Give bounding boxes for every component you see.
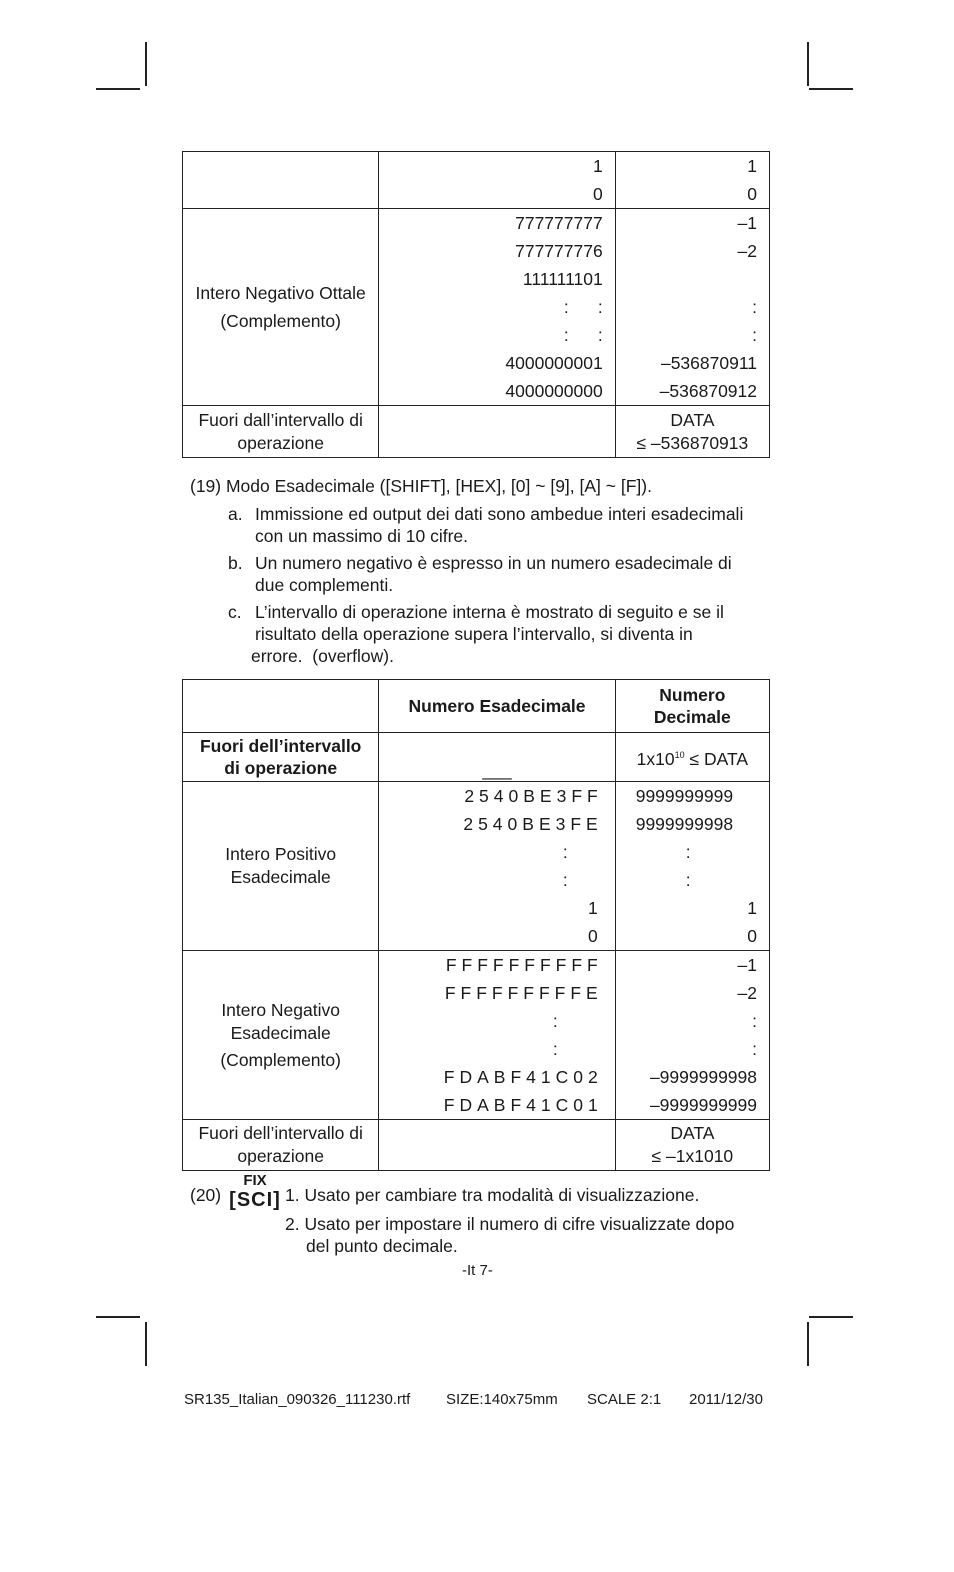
list-item bbox=[228, 601, 773, 667]
label-line: di operazione bbox=[224, 758, 338, 778]
section-19-heading: (19) Modo Esadecimale ([SHIFT], [HEX], [0] ~ [9], [A] ~ [F]). bbox=[190, 476, 652, 496]
footer-size: SIZE:140x75mm bbox=[446, 1391, 558, 1408]
label-line: operazione bbox=[237, 432, 324, 453]
hex-value: 2540BE3FF bbox=[464, 786, 603, 806]
decimal-value: 9999999998 bbox=[635, 814, 734, 834]
label-line: Fuori dell’intervallo di bbox=[198, 1123, 363, 1143]
exponent: 10 bbox=[674, 749, 685, 760]
item-line: due complementi. bbox=[255, 575, 394, 595]
decimal-value: –536870911 bbox=[660, 353, 757, 373]
label-line: Intero Negativo Ottale bbox=[195, 283, 366, 303]
decimal-value bbox=[616, 265, 757, 293]
decimal-value: ≤ –1x1010 bbox=[651, 1146, 734, 1166]
label-line: Esadecimale bbox=[230, 867, 331, 887]
decimal-value: –9999999999 bbox=[649, 1095, 757, 1115]
hex-value: FDABF41C01 bbox=[443, 1095, 603, 1115]
hex-value: FDABF41C02 bbox=[443, 1067, 603, 1087]
label-line: Intero Negativo bbox=[221, 999, 340, 1020]
decimal-value: : bbox=[752, 297, 757, 317]
row-label bbox=[183, 782, 379, 951]
table-row bbox=[183, 209, 770, 406]
row-label bbox=[183, 1120, 379, 1171]
row-label bbox=[183, 209, 379, 406]
table-row bbox=[183, 951, 770, 1120]
hex-value: FFFFFFFFFF bbox=[445, 955, 603, 975]
table-row bbox=[183, 152, 770, 209]
item-line: errore. (overflow). bbox=[251, 646, 394, 666]
label-line: Fuori dell’intervallo bbox=[199, 736, 362, 756]
decimal-value: DATA bbox=[670, 409, 715, 430]
row-label bbox=[183, 951, 379, 1120]
label-line: Esadecimale bbox=[230, 1022, 331, 1043]
hex-cell bbox=[379, 733, 615, 782]
section-20-number: (20) bbox=[190, 1185, 222, 1205]
column-header-hex: Numero Esadecimale bbox=[379, 680, 615, 733]
decimal-cell bbox=[615, 152, 769, 209]
label-line: Fuori dall’intervallo di bbox=[198, 409, 363, 430]
decimal-value: ≤ –536870913 bbox=[636, 432, 749, 453]
column-header-decimal bbox=[615, 680, 769, 733]
hex-value: FFFFFFFFFE bbox=[444, 983, 603, 1003]
item-line: con un massimo di 10 cifre. bbox=[255, 526, 469, 546]
decimal-value: –9999999998 bbox=[649, 1067, 757, 1087]
decimal-value: ≤ DATA bbox=[684, 748, 749, 769]
footer-scale: SCALE 2:1 bbox=[587, 1391, 662, 1408]
dash-line: ___ bbox=[482, 760, 512, 780]
octal-value: 4000000000 bbox=[505, 381, 603, 401]
decimal-cell bbox=[615, 782, 769, 951]
item-key: b. bbox=[228, 553, 243, 573]
label-line: Intero Positivo bbox=[225, 844, 337, 864]
decimal-cell bbox=[615, 406, 769, 458]
empty-cell bbox=[379, 406, 615, 458]
octal-value: 777777776 bbox=[515, 241, 603, 261]
item-key: a. bbox=[228, 504, 243, 524]
key-top-label: FIX bbox=[243, 1172, 267, 1189]
decimal-cell bbox=[615, 733, 769, 782]
decimal-value: –1 bbox=[737, 955, 757, 975]
decimal-value: 0 bbox=[747, 926, 757, 946]
crop-mark-top-left-h bbox=[96, 88, 140, 90]
header-line: Decimale bbox=[653, 707, 731, 727]
section-20-item-1: 1. Usato per cambiare tra modalità di visualizzazione. bbox=[285, 1185, 700, 1205]
hex-value: : bbox=[552, 1011, 563, 1031]
octal-value: 4000000001 bbox=[505, 353, 603, 373]
octal-value: : : bbox=[563, 325, 603, 345]
decimal-cell bbox=[615, 1120, 769, 1171]
table-row bbox=[183, 1120, 770, 1171]
label-line: (Complemento) bbox=[220, 311, 341, 331]
footer-date: 2011/12/30 bbox=[689, 1391, 763, 1408]
label-line: operazione bbox=[237, 1146, 324, 1166]
hex-value: 0 bbox=[587, 926, 603, 946]
decimal-cell bbox=[615, 209, 769, 406]
footer-file: SR135_Italian_090326_111230.rtf bbox=[184, 1391, 411, 1408]
decimal-value: 1 bbox=[747, 898, 757, 918]
octal-value: 111111101 bbox=[522, 269, 603, 289]
decimal-value: : bbox=[752, 1011, 757, 1031]
octal-range-table bbox=[182, 151, 770, 458]
key-bottom-label: [SCI] bbox=[229, 1189, 281, 1211]
table-row bbox=[183, 733, 770, 782]
hex-range-table bbox=[182, 679, 770, 1171]
crop-mark-bottom-left-v bbox=[145, 1322, 147, 1366]
table-row bbox=[183, 680, 770, 733]
crop-mark-top-left-v bbox=[145, 42, 147, 86]
crop-mark-top-right-h bbox=[809, 88, 853, 90]
decimal-cell bbox=[615, 951, 769, 1120]
decimal-value: –2 bbox=[737, 241, 757, 261]
header-line: Numero bbox=[659, 685, 726, 705]
hex-value: : bbox=[552, 1039, 563, 1059]
decimal-value: : bbox=[752, 325, 757, 345]
list-item bbox=[228, 552, 773, 596]
row-label bbox=[183, 406, 379, 458]
label-line: (Complemento) bbox=[220, 1049, 341, 1070]
hex-cell bbox=[379, 951, 615, 1120]
decimal-value: : bbox=[685, 842, 691, 862]
decimal-value: –536870912 bbox=[659, 381, 757, 401]
decimal-value: DATA bbox=[670, 1123, 715, 1143]
empty-cell bbox=[183, 680, 379, 733]
item-line: Immissione ed output dei dati sono ambedue interi esadecimali bbox=[255, 504, 744, 524]
decimal-value: 1 bbox=[747, 156, 757, 176]
octal-value: 777777777 bbox=[515, 213, 603, 233]
table-row bbox=[183, 782, 770, 951]
decimal-value: : bbox=[752, 1039, 757, 1059]
decimal-value: –2 bbox=[737, 983, 757, 1003]
row-label bbox=[183, 733, 379, 782]
hex-value: : bbox=[562, 842, 573, 862]
octal-cell bbox=[379, 209, 615, 406]
decimal-value: –1 bbox=[737, 213, 757, 233]
hex-value: : bbox=[562, 870, 573, 890]
crop-mark-top-right-v bbox=[807, 42, 809, 86]
crop-mark-bottom-right-v bbox=[807, 1322, 809, 1366]
decimal-value: : bbox=[685, 870, 691, 890]
empty-cell bbox=[183, 152, 379, 209]
section-20-item-2-cont: del punto decimale. bbox=[306, 1236, 458, 1256]
item-line: L’intervallo di operazione interna è mostrato di seguito e se il bbox=[255, 602, 724, 622]
page-number: -It 7- bbox=[462, 1262, 493, 1279]
list-item bbox=[228, 503, 773, 547]
hex-cell bbox=[379, 782, 615, 951]
item-key: c. bbox=[228, 602, 242, 622]
crop-mark-bottom-right-h bbox=[809, 1316, 853, 1318]
section-20-item-2: 2. Usato per impostare il numero di cifre visualizzate dopo bbox=[285, 1214, 735, 1234]
hex-value: 1 bbox=[587, 898, 603, 918]
table-row bbox=[183, 406, 770, 458]
hex-value: 2540BE3FE bbox=[463, 814, 603, 834]
octal-value: 0 bbox=[592, 184, 603, 204]
octal-cell bbox=[379, 152, 615, 209]
octal-value: : : bbox=[563, 297, 603, 317]
item-line: Un numero negativo è espresso in un numero esadecimale di bbox=[255, 553, 732, 573]
decimal-value: 0 bbox=[747, 184, 757, 204]
empty-cell bbox=[379, 1120, 615, 1171]
fix-sci-key-icon bbox=[229, 1173, 281, 1211]
octal-value: 1 bbox=[592, 156, 603, 176]
crop-mark-bottom-left-h bbox=[96, 1316, 140, 1318]
decimal-value: 1x10 bbox=[636, 748, 675, 769]
item-line: risultato della operazione supera l’intervallo, si diventa in bbox=[255, 624, 693, 644]
decimal-value: 9999999999 bbox=[635, 786, 734, 806]
